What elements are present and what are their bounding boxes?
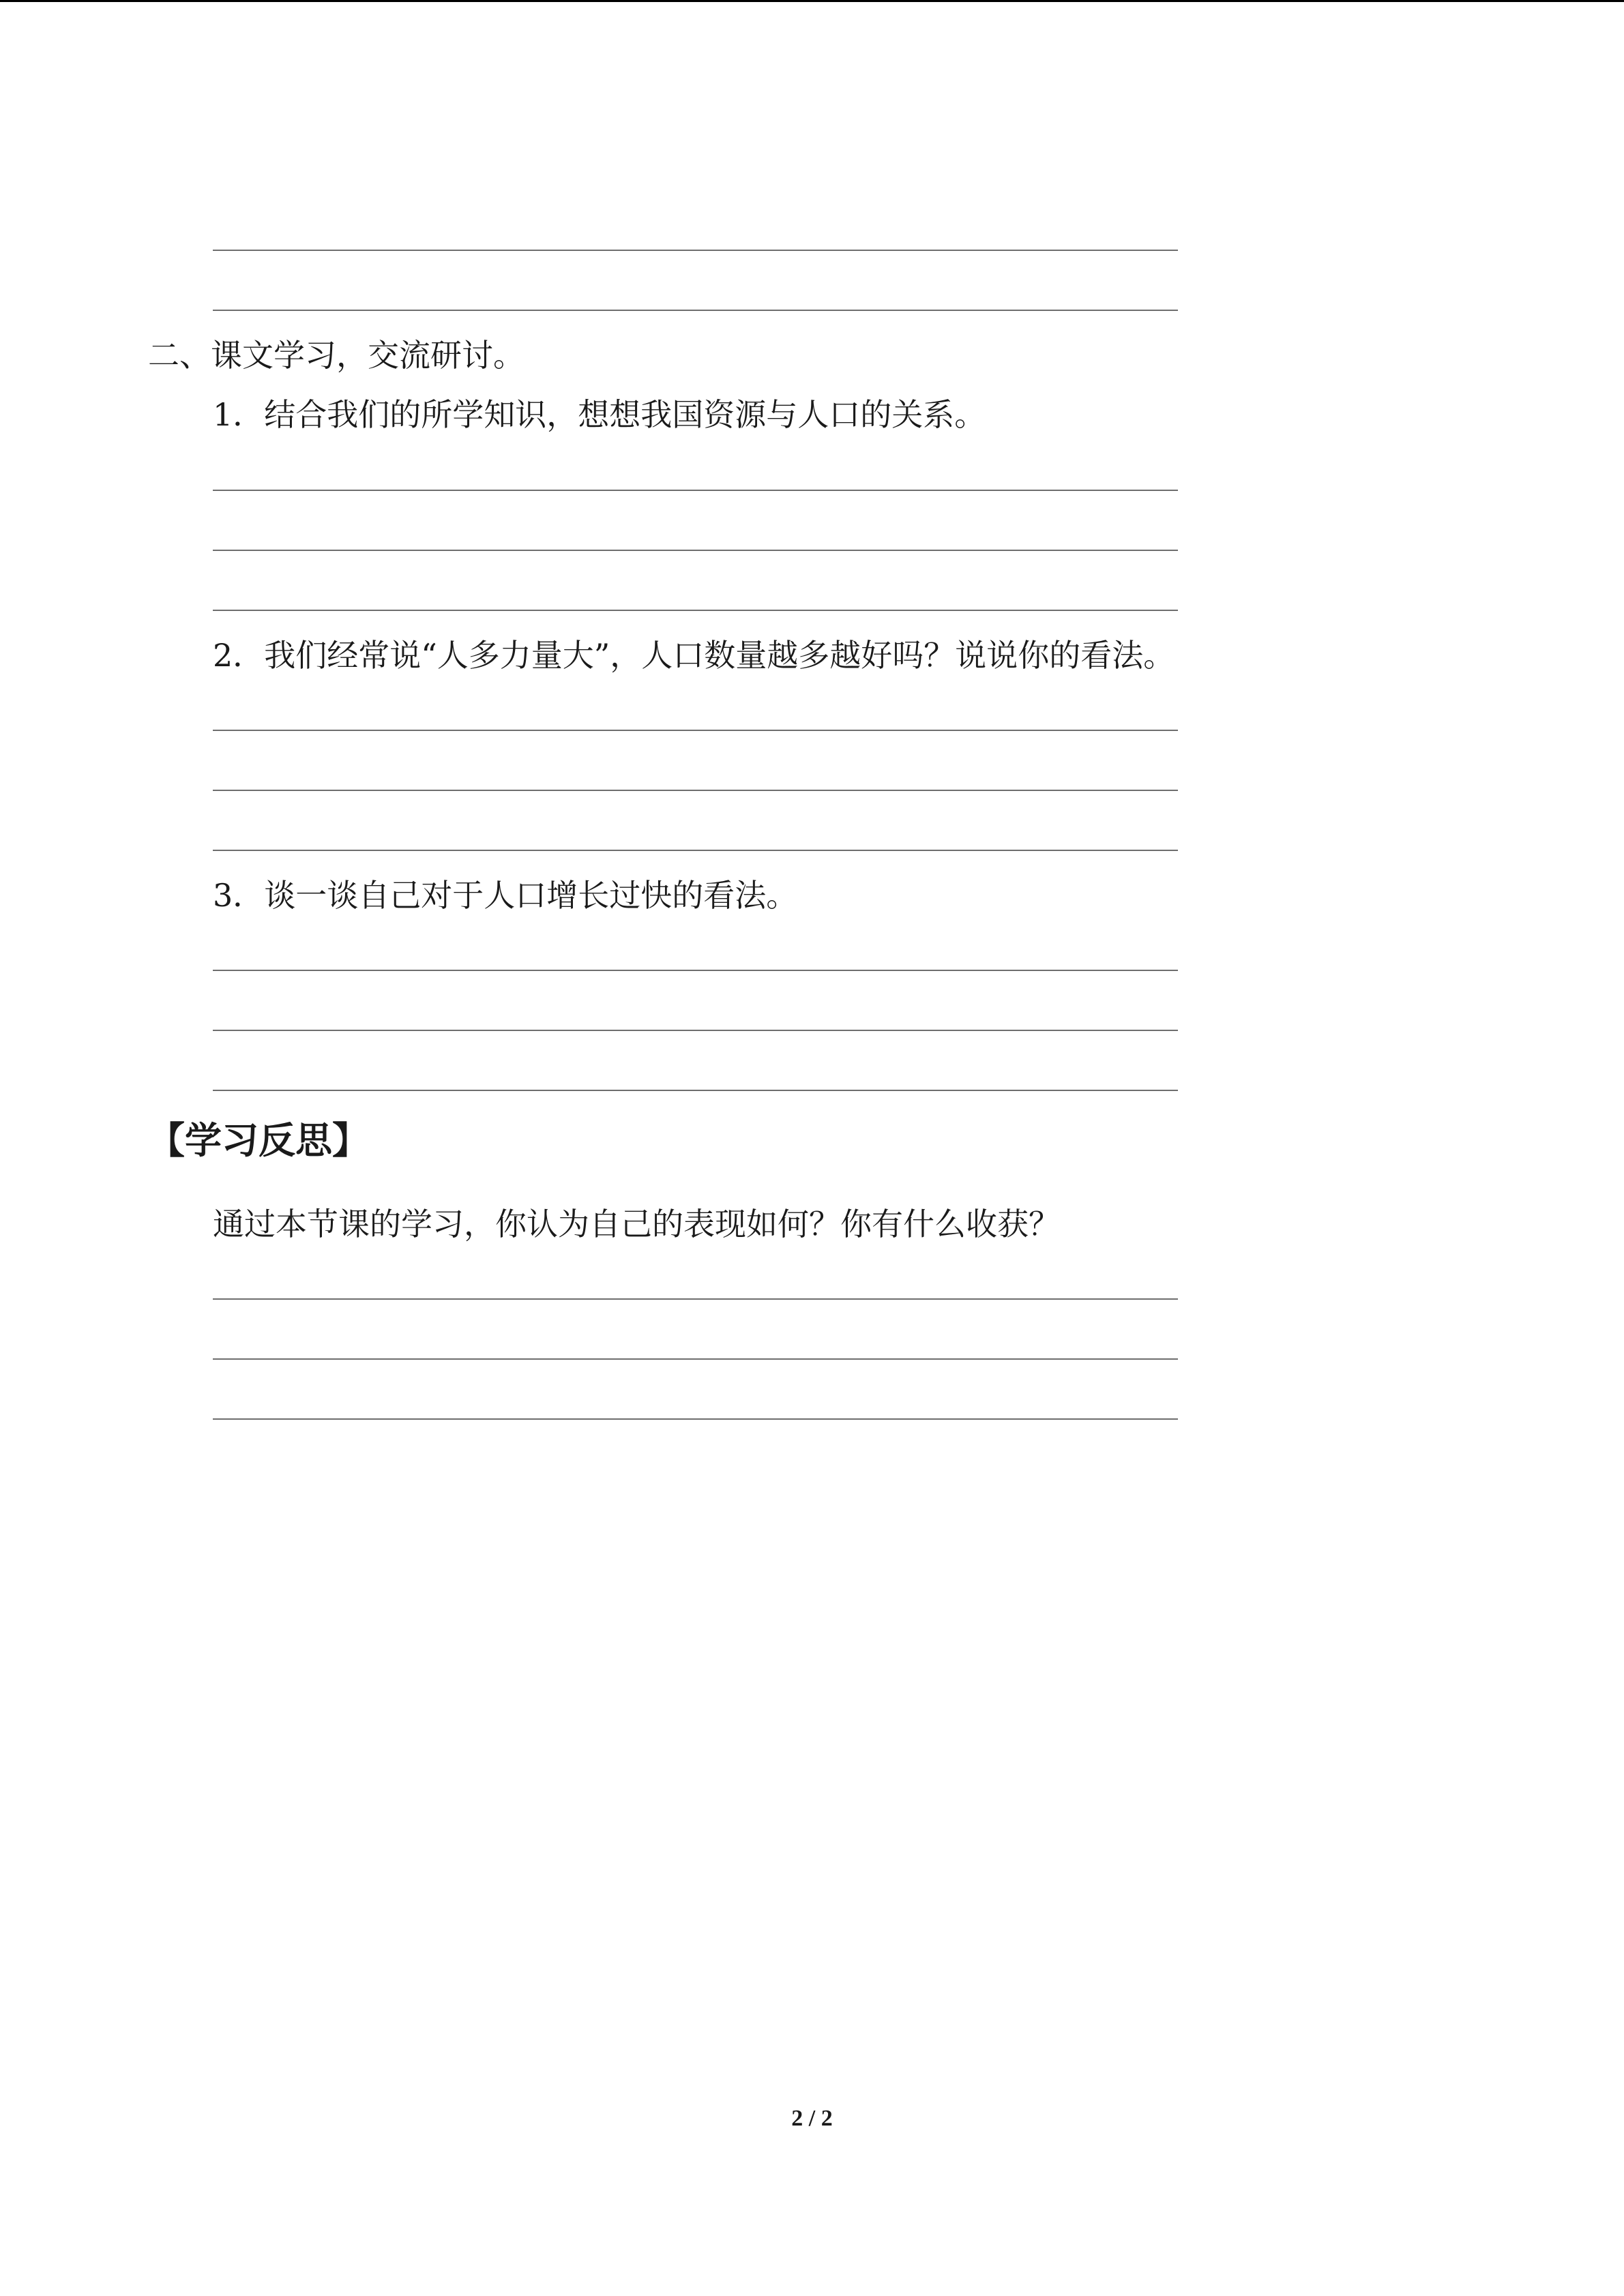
answer-line[interactable] — [213, 970, 1178, 971]
question-3: 3．谈一谈自己对于人口增长过快的看法。 — [213, 877, 798, 914]
answer-line[interactable] — [213, 250, 1178, 251]
answer-line[interactable] — [213, 1418, 1178, 1420]
section-two-heading: 二、课文学习，交流研讨。 — [148, 337, 525, 374]
answer-line[interactable] — [213, 490, 1178, 491]
question-2: 2．我们经常说“人多力量大”，人口数量越多越好吗？说说你的看法。 — [213, 637, 1175, 674]
question-1: 1．结合我们的所学知识，想想我国资源与人口的关系。 — [213, 396, 986, 433]
reflection-heading: 【学习反思】 — [148, 1119, 369, 1162]
page-top-border — [0, 0, 1624, 2]
answer-line[interactable] — [213, 1090, 1178, 1091]
page-number: 2 / 2 — [791, 2106, 833, 2131]
answer-line[interactable] — [213, 790, 1178, 791]
answer-line[interactable] — [213, 310, 1178, 311]
answer-line[interactable] — [213, 730, 1178, 731]
answer-line[interactable] — [213, 610, 1178, 611]
answer-line[interactable] — [213, 550, 1178, 551]
answer-line[interactable] — [213, 1030, 1178, 1031]
answer-line[interactable] — [213, 850, 1178, 851]
answer-line[interactable] — [213, 1298, 1178, 1300]
answer-line[interactable] — [213, 1358, 1178, 1360]
reflection-prompt: 通过本节课的学习，你认为自己的表现如何？你有什么收获？ — [213, 1206, 1060, 1242]
